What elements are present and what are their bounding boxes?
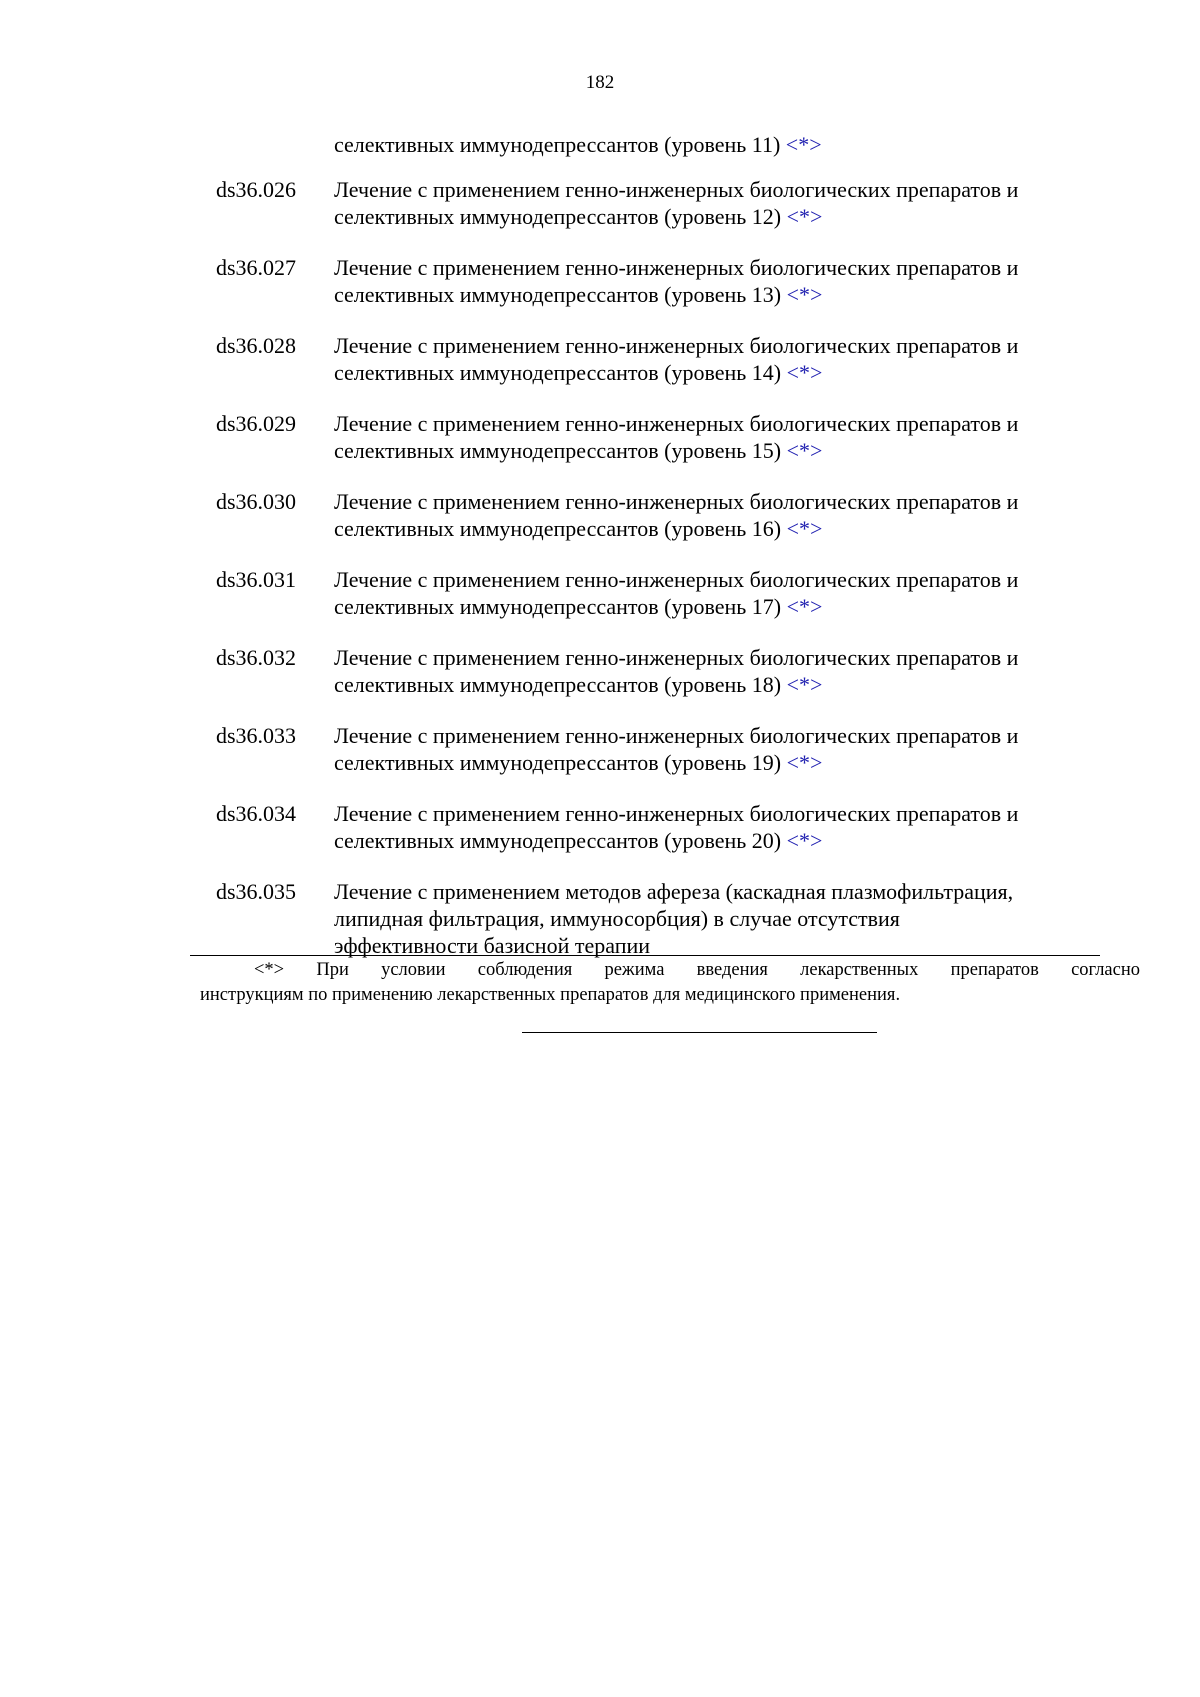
footnote-reference-link[interactable]: <*> (785, 132, 822, 157)
description-text: Лечение с применением генно-инженерных биологических препаратов и (334, 801, 1019, 826)
procedure-row (0, 644, 1200, 698)
procedure-row (0, 488, 1200, 542)
footnote-line: <*> При условии соблюдения режима введения лекарственных препаратов согласно (254, 960, 1140, 980)
procedure-row (0, 878, 1200, 959)
description-line (334, 593, 1094, 620)
description-text: Лечение с применением генно-инженерных биологических препаратов и (334, 177, 1019, 202)
procedure-code: ds36.030 (216, 489, 297, 514)
procedure-description (334, 131, 1094, 158)
description-line (334, 905, 1094, 932)
description-line (334, 281, 1094, 308)
footnote-reference-link[interactable]: <*> (786, 516, 823, 541)
description-text: селективных иммунодепрессантов (уровень 14) (334, 360, 787, 385)
description-text: селективных иммунодепрессантов (уровень 11) (334, 132, 786, 157)
description-line (334, 203, 1094, 230)
footnote-separator (190, 955, 1100, 956)
procedure-code: ds36.034 (216, 801, 297, 826)
description-text: Лечение с применением генно-инженерных биологических препаратов и (334, 645, 1019, 670)
procedure-description (334, 410, 1094, 464)
procedure-description (334, 800, 1094, 854)
procedure-description (334, 176, 1094, 230)
description-text: Лечение с применением генно-инженерных биологических препаратов и (334, 567, 1019, 592)
description-line (334, 488, 1094, 515)
description-line (334, 437, 1094, 464)
description-text: Лечение с применением генно-инженерных биологических препаратов и (334, 489, 1019, 514)
description-line (334, 827, 1094, 854)
description-line (334, 722, 1094, 749)
footnote-reference-link[interactable]: <*> (786, 828, 823, 853)
description-text: селективных иммунодепрессантов (уровень 19) (334, 750, 787, 775)
description-line (334, 131, 1094, 158)
procedure-description (334, 254, 1094, 308)
description-line (334, 800, 1094, 827)
description-text: селективных иммунодепрессантов (уровень 12) (334, 204, 787, 229)
description-text: Лечение с применением генно-инженерных биологических препаратов и (334, 333, 1019, 358)
description-line (334, 176, 1094, 203)
procedure-code: ds36.029 (216, 411, 297, 436)
procedure-code: ds36.032 (216, 645, 297, 670)
footnote-reference-link[interactable]: <*> (786, 672, 823, 697)
procedure-row (0, 722, 1200, 776)
description-text: липидная фильтрация, иммуносорбция) в случае отсутствия (334, 906, 900, 931)
description-text: селективных иммунодепрессантов (уровень 17) (334, 594, 787, 619)
procedure-description (334, 566, 1094, 620)
procedure-code: ds36.028 (216, 333, 297, 358)
procedure-row (0, 176, 1200, 230)
end-of-document-rule (522, 1032, 877, 1033)
description-line (334, 749, 1094, 776)
procedure-row (0, 410, 1200, 464)
description-text: селективных иммунодепрессантов (уровень 20) (334, 828, 787, 853)
procedure-description (334, 488, 1094, 542)
footnote-reference-link[interactable]: <*> (786, 594, 823, 619)
description-text: селективных иммунодепрессантов (уровень 13) (334, 282, 787, 307)
footnote-line: инструкциям по применению лекарственных препаратов для медицинского применения. (200, 985, 901, 1005)
page-number: 182 (585, 72, 615, 93)
description-line (334, 410, 1094, 437)
footnote-reference-link[interactable]: <*> (786, 204, 823, 229)
description-line (334, 359, 1094, 386)
footnote-reference-link[interactable]: <*> (786, 282, 823, 307)
description-text: селективных иммунодепрессантов (уровень 18) (334, 672, 787, 697)
procedure-row (0, 800, 1200, 854)
description-line (334, 878, 1094, 905)
procedure-description (334, 878, 1094, 959)
description-line (334, 515, 1094, 542)
footnote (200, 958, 1140, 1008)
description-text: селективных иммунодепрессантов (уровень 15) (334, 438, 787, 463)
procedure-code: ds36.026 (216, 177, 297, 202)
procedure-row (0, 254, 1200, 308)
procedure-description (334, 332, 1094, 386)
description-text: Лечение с применением методов афереза (каскадная плазмофильтрация, (334, 879, 1014, 904)
description-text: эффективности базисной терапии (334, 933, 651, 958)
procedure-code: ds36.027 (216, 255, 297, 280)
procedure-row (0, 131, 1200, 158)
footnote-reference-link[interactable]: <*> (786, 360, 823, 385)
procedure-description (334, 644, 1094, 698)
description-line (334, 566, 1094, 593)
description-text: селективных иммунодепрессантов (уровень 16) (334, 516, 787, 541)
procedure-code: ds36.035 (216, 879, 297, 904)
description-text: Лечение с применением генно-инженерных биологических препаратов и (334, 411, 1019, 436)
procedure-row (0, 332, 1200, 386)
description-line (334, 644, 1094, 671)
description-text: Лечение с применением генно-инженерных биологических препаратов и (334, 255, 1019, 280)
description-text: Лечение с применением генно-инженерных биологических препаратов и (334, 723, 1019, 748)
procedure-description (334, 722, 1094, 776)
description-line (334, 254, 1094, 281)
procedure-code: ds36.031 (216, 567, 297, 592)
procedure-list (0, 131, 1200, 983)
description-line (334, 332, 1094, 359)
procedure-code: ds36.033 (216, 723, 297, 748)
procedure-row (0, 566, 1200, 620)
footnote-reference-link[interactable]: <*> (786, 438, 823, 463)
footnote-reference-link[interactable]: <*> (786, 750, 823, 775)
description-line (334, 671, 1094, 698)
